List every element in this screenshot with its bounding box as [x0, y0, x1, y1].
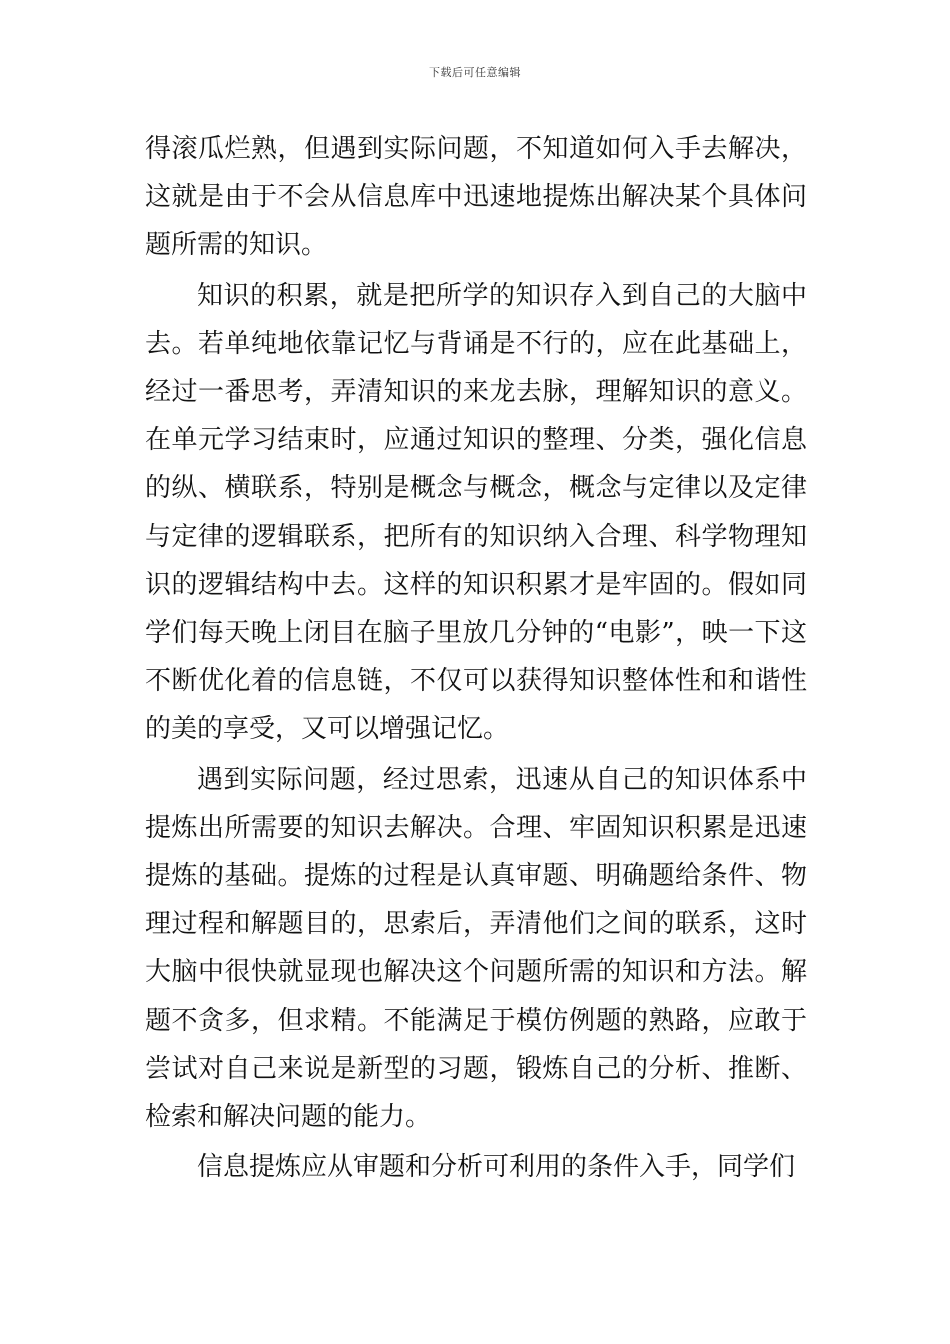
document-body [145, 125, 807, 1193]
paragraph-2: 知识的积累，就是把所学的知识存入到自己的大脑中去。若单纯地依靠记忆与背诵是不行的，应在此基础上，经过一番思考，弄清知识的来龙去脉，理解知识的意义。在单元学习结束时，应通过知识的整理、分类，强化信息的纵、横联系，特别是概念与概念，概念与定律以及定律与定律的逻辑联系，把所有的知识纳入合理、科学物理知识的逻辑结构中去。这样的知识积累才是牢固的。假如同学们每天晚上闭目在脑子里放几分钟的“电影”，映一下这不断优化着的信息链，不仅可以获得知识整体性和和谐性的美的享受，又可以增强记忆。 [145, 280, 807, 745]
page-header: 下载后可任意编辑 [429, 66, 521, 79]
paragraph-3: 遇到实际问题，经过思索，迅速从自己的知识体系中提炼出所需要的知识去解决。合理、牢固知识积累是迅速提炼的基础。提炼的过程是认真审题、明确题给条件、物理过程和解题目的，思索后，弄清他们之间的联系，这时大脑中很快就显现也解决这个问题所需的知识和方法。解题不贪多，但求精。不能满足于模仿例题的熟路，应敢于尝试对自己来说是新型的习题，锻炼自己的分析、推断、检索和解决问题的能力。 [145, 764, 807, 1133]
paragraph-4: 信息提炼应从审题和分析可利用的条件入手，同学们 [197, 1152, 796, 1183]
paragraph-1: 得滚瓜烂熟，但遇到实际问题，不知道如何入手去解决，这就是由于不会从信息库中迅速地提炼出解决某个具体问题所需的知识。 [145, 134, 807, 261]
